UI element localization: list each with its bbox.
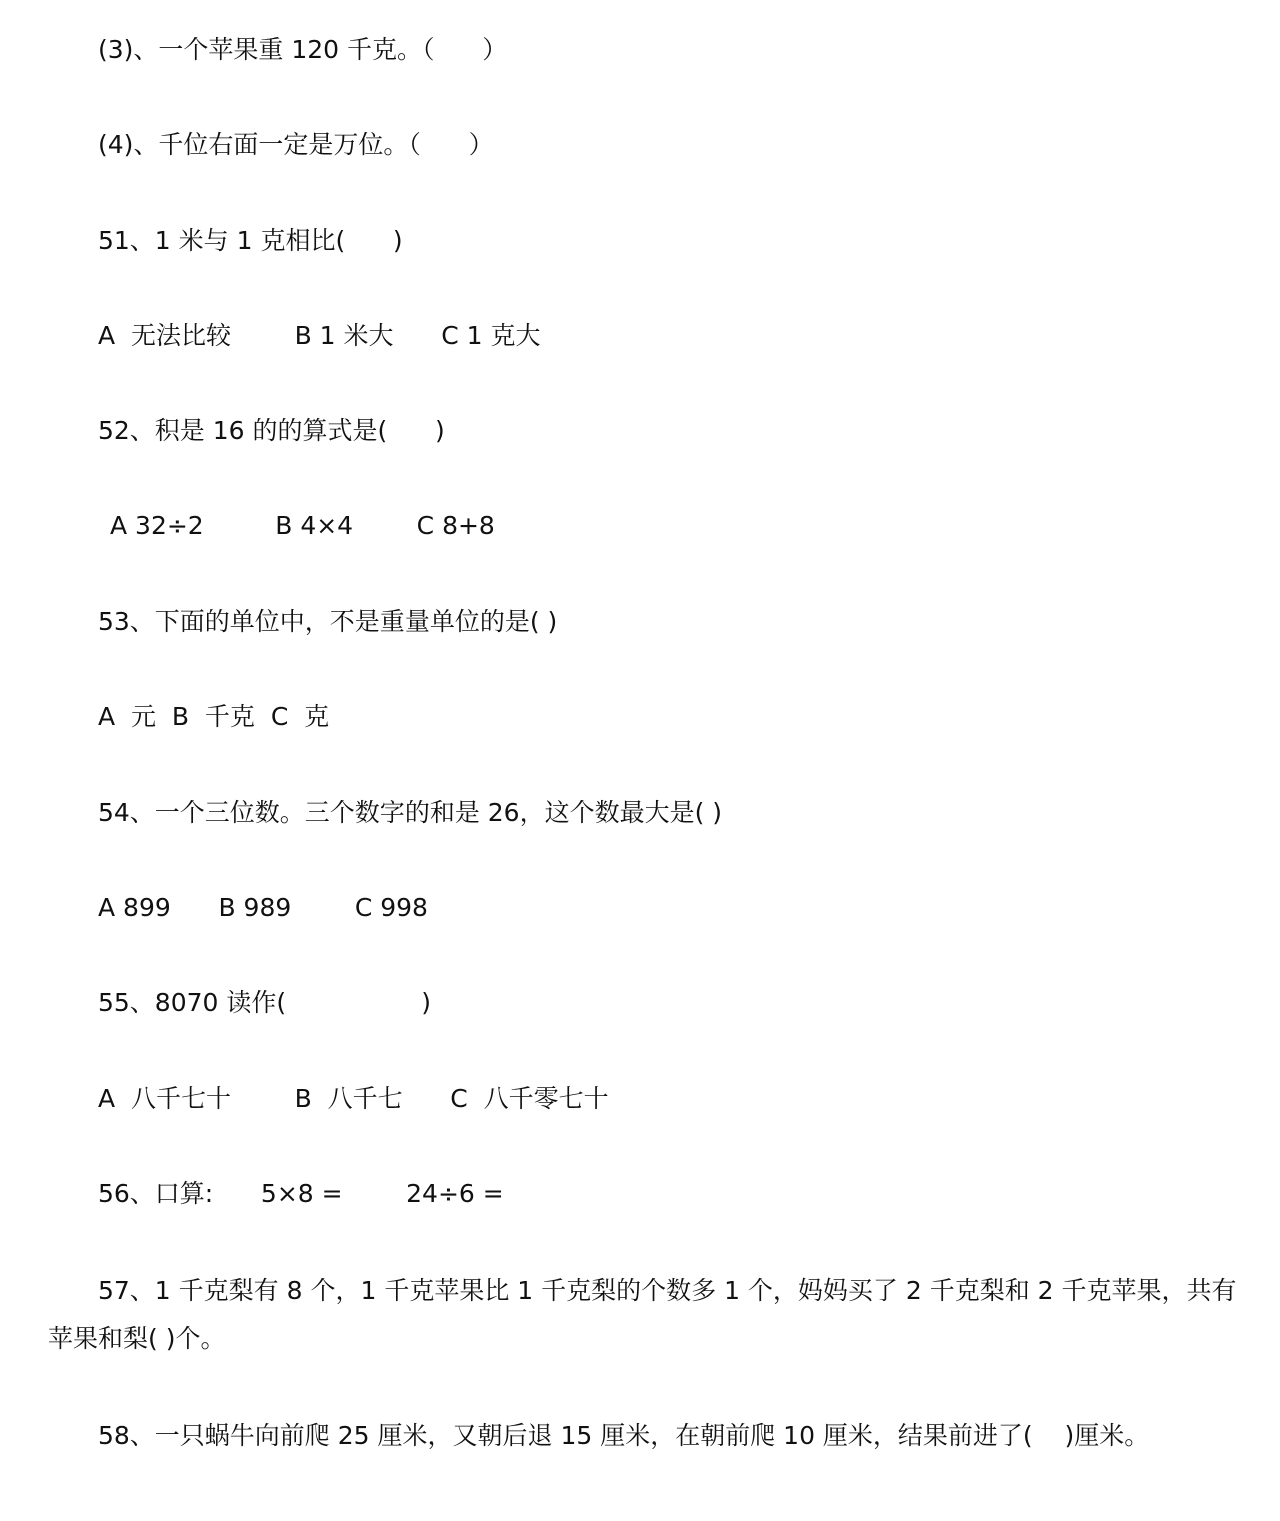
- question-51: 51、1 米与 1 克相比( ): [98, 226, 403, 255]
- question-51-options: A 无法比较 B 1 米大 C 1 克大: [98, 321, 541, 350]
- question-52: 52、积是 16 的的算式是( ): [98, 416, 445, 445]
- question-58: 58、一只蜗牛向前爬 25 厘米，又朝后退 15 厘米，在朝前爬 10 厘米，结果前进了( )厘米。: [98, 1421, 1150, 1450]
- question-54: 54、一个三位数。三个数字的和是 26，这个数最大是( ): [98, 798, 723, 827]
- question-52-options: A 32÷2 B 4×4 C 8+8: [110, 511, 495, 540]
- question-53-options: A 元 B 千克 C 克: [98, 702, 330, 731]
- question-3: (3)、一个苹果重 120 千克。（ ）: [98, 35, 508, 64]
- question-57: 57、1 千克梨有 8 个，1 千克苹果比 1 千克梨的个数多 1 个，妈妈买了 2 千克梨和 2 千克苹果，共有苹果和梨( )个。: [48, 1276, 1237, 1353]
- question-56: 56、口算: 5×8 = 24÷6 =: [98, 1179, 504, 1208]
- question-55: 55、8070 读作( ): [98, 988, 431, 1017]
- question-54-options: A 899 B 989 C 998: [98, 893, 428, 922]
- question-53: 53、下面的单位中，不是重量单位的是( ): [98, 607, 558, 636]
- question-4: (4)、千位右面一定是万位。（ ）: [98, 130, 494, 159]
- question-55-options: A 八千七十 B 八千七 C 八千零七十: [98, 1084, 609, 1113]
